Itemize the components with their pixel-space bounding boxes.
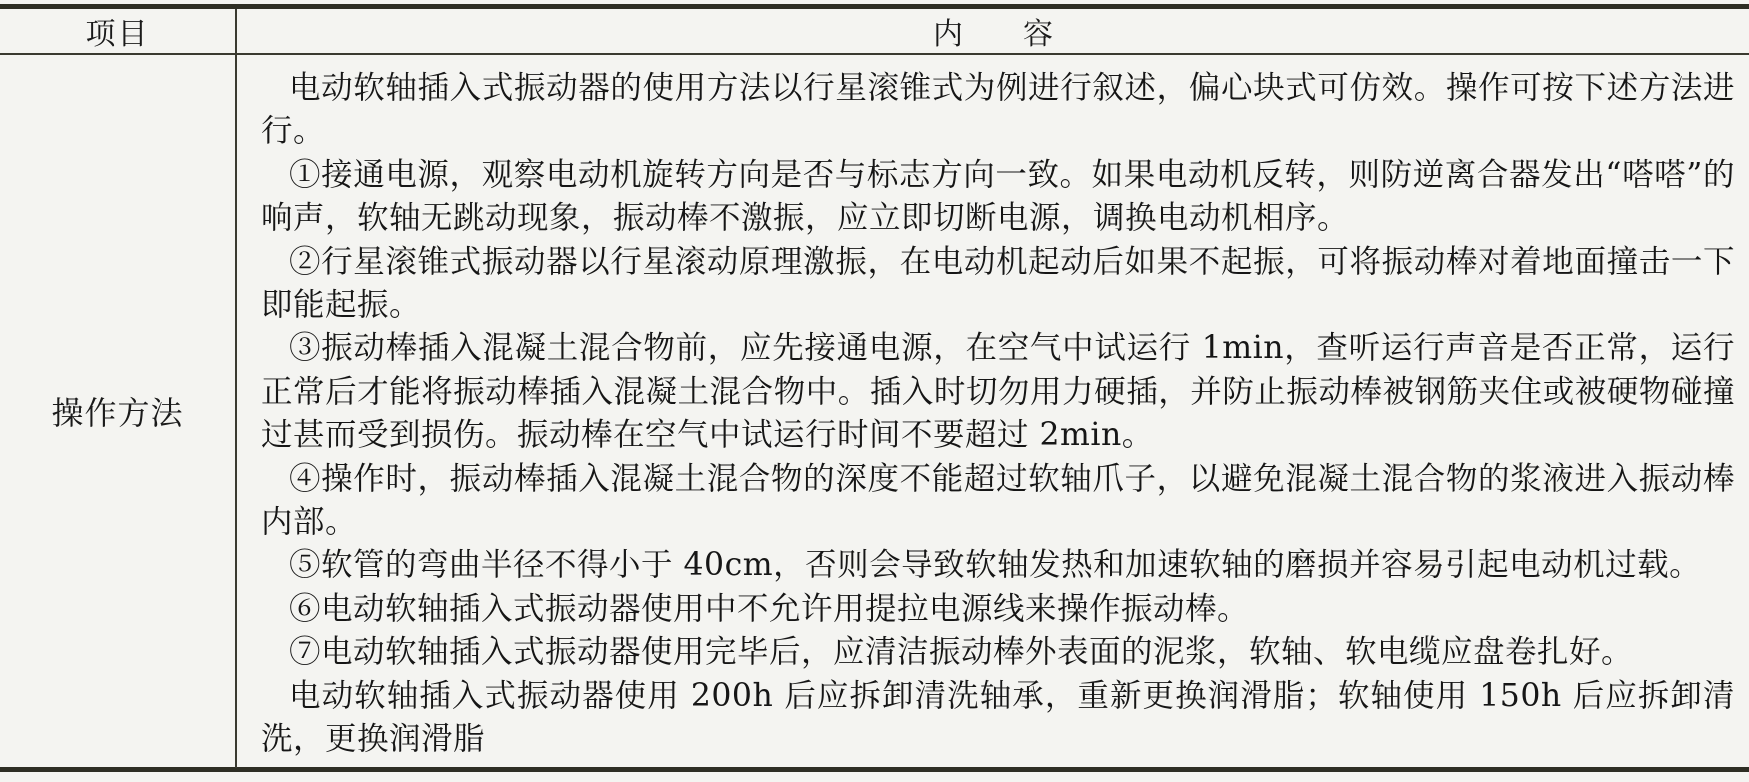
table-header-row	[0, 9, 1749, 55]
paragraph-step-3: ③振动棒插入混凝土混合物前，应先接通电源，在空气中试运行 1min，查听运行声音是否正常，运行正常后才能将振动棒插入混凝土混合物中。插入时切勿用力硬插，并防止振动棒被钢筋夹住或被硬物碰撞过甚而受到损伤。振动棒在空气中试运行时间不要超过 2min。	[261, 330, 1735, 454]
header-content-label: 内 容	[933, 17, 1053, 52]
header-item-label: 项目	[85, 17, 150, 52]
paragraph-maintenance: 电动软轴插入式振动器使用 200h 后应拆卸清洗轴承，重新更换润滑脂；软轴使用 150h 后应拆卸清洗，更换润滑脂	[261, 677, 1735, 758]
paragraph-intro: 电动软轴插入式振动器的使用方法以行星滚锥式为例进行叙述，偏心块式可仿效。操作可按下述方法进行。	[261, 70, 1735, 150]
paragraph-step-4: ④操作时，振动棒插入混凝土混合物的深度不能超过软轴爪子，以避免混凝土混合物的浆液进入振动棒内部。	[261, 460, 1735, 541]
paragraph-step-7: ⑦电动软轴插入式振动器使用完毕后，应清洁振动棒外表面的泥浆，软轴、软电缆应盘卷扎好。	[289, 634, 1634, 671]
paragraph-step-5: ⑤软管的弯曲半径不得小于 40cm，否则会导致软轴发热和加速软轴的磨损并容易引起电动机过载。	[289, 547, 1702, 584]
paragraph-step-1: ①接通电源，观察电动机旋转方向是否与标志方向一致。如果电动机反转，则防逆离合器发出“嗒嗒”的响声，软轴无跳动现象，振动棒不激振，应立即切断电源，调换电动机相序。	[261, 156, 1735, 237]
header-cell-content	[237, 9, 1749, 53]
table-body-row	[0, 55, 1749, 768]
content-cell	[237, 55, 1749, 768]
header-cell-item	[0, 9, 237, 53]
item-cell	[0, 55, 237, 768]
item-label: 操作方法	[51, 394, 184, 433]
paragraph-step-2: ②行星滚锥式振动器以行星滚动原理激振，在电动机起动后如果不起振，可将振动棒对着地面撞击一下即能起振。	[261, 243, 1735, 324]
procedure-table	[0, 4, 1749, 772]
paragraph-step-6: ⑥电动软轴插入式振动器使用中不允许用提拉电源线来操作振动棒。	[289, 590, 1250, 627]
